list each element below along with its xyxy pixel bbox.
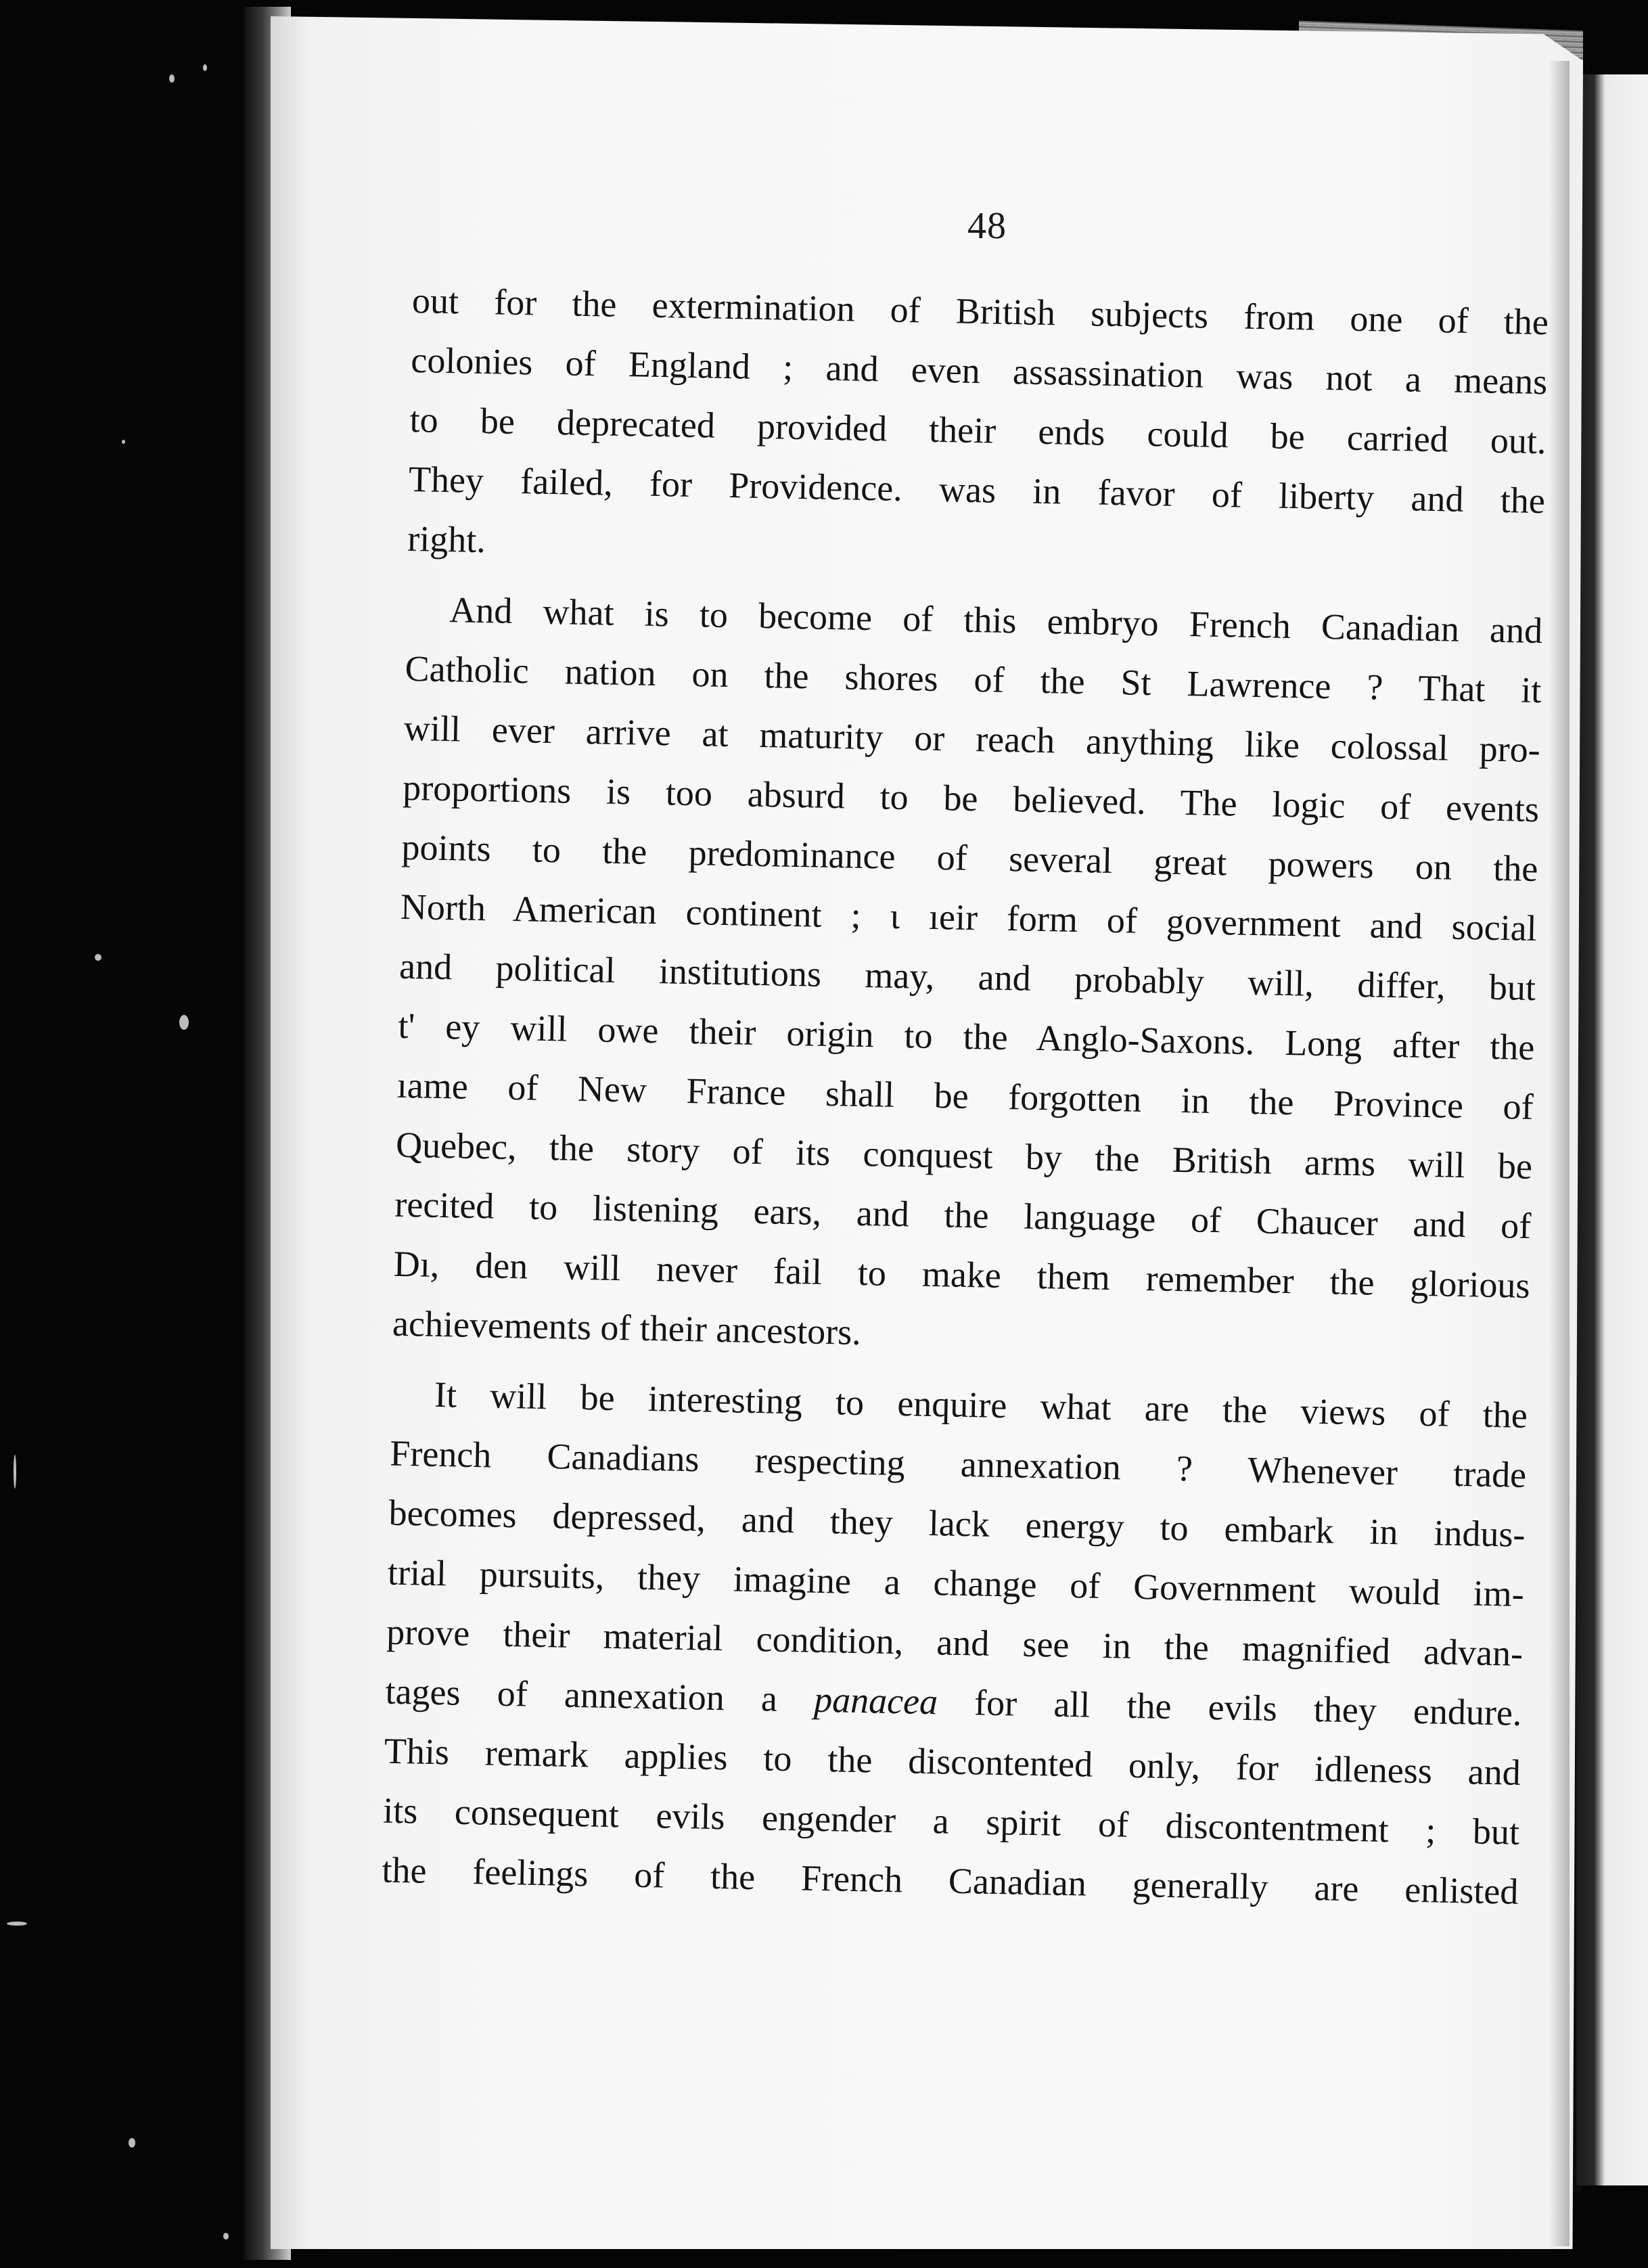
text-line: prove their material condition, and see in the magnified advan- — [386, 1611, 1524, 1674]
body-text — [382, 271, 1549, 1922]
scan-speck — [179, 1015, 189, 1030]
paragraph — [407, 271, 1549, 590]
scan-speck — [14, 1455, 16, 1489]
italic-word: panacea — [813, 1679, 938, 1723]
scan-speck — [7, 1922, 27, 1926]
scan-speck — [223, 2233, 229, 2240]
scan-speck — [122, 440, 125, 444]
text-line: t' ey will owe their origin to the Anglo-Saxons. Long after the — [397, 1005, 1535, 1068]
text-line: This remark applies to the discontented only, for idleness and — [384, 1730, 1521, 1793]
scan-speck — [203, 64, 207, 71]
text-line: And what is to become of this embryo French Canadian and — [449, 589, 1543, 652]
page-number: 48 — [967, 205, 1007, 247]
text-line: It will be interesting to enquire what are the views of the — [434, 1374, 1528, 1436]
text-line: North American continent ; ι ıeir form of government and social — [400, 886, 1538, 949]
text-line: points to the predominance of several great powers on the — [401, 826, 1538, 890]
scan-speck — [169, 74, 175, 83]
text-line: will ever arrive at maturity or reach anything like colossal pro- — [403, 707, 1541, 771]
text-line: out for the extermination of British subjects from one of the — [411, 279, 1549, 343]
text-line: French Canadians respecting annexation ? Whenever trade — [389, 1432, 1527, 1495]
text-line: trial pursuits, they imagine a change of Government would im- — [387, 1551, 1525, 1614]
text-line: Catholic nation on the shores of the St Lawrence ? That it — [405, 648, 1542, 711]
text-line: to be deprecated provided their ends could be carried out. — [409, 399, 1547, 462]
page-shadow — [1549, 61, 1570, 2246]
text-line: ıame of New France shall be forgotten in the Province of — [396, 1064, 1534, 1128]
text-line: recited to listening ears, and the language of Chaucer and of — [394, 1183, 1532, 1246]
text-segment: tages of annexation a — [385, 1671, 778, 1719]
paragraph — [382, 1364, 1528, 1922]
text-line: Dı, den will never fail to make them remember the glorious — [393, 1243, 1531, 1306]
next-page-edge — [1576, 74, 1648, 2185]
text-line: becomes depressed, and they lack energy to embark in indus- — [388, 1492, 1526, 1555]
text-line: its consequent evils engender a spirit of discontentment ; but — [382, 1790, 1520, 1853]
text-line: right. — [407, 518, 486, 561]
text-line: and political institutions may, and probably will, differ, but — [398, 945, 1536, 1009]
text-line: proportions is too absurd to be believed. The logic of events — [402, 767, 1540, 830]
text-line: colonies of England ; and even assassination was not a means — [410, 339, 1548, 403]
scan-speck — [129, 2138, 135, 2148]
text-line: the feelings of the French Canadian generally are enlisted — [382, 1849, 1519, 1912]
text-line: They failed, for Providence. was in favor of liberty and the — [408, 458, 1546, 522]
text-segment: for all the evils they endure. — [974, 1682, 1522, 1733]
text-line: achievements of their ancestors. — [392, 1302, 862, 1353]
paragraph — [392, 579, 1543, 1375]
text-line: Quebec, the story of its conquest by the British arms will be — [395, 1124, 1533, 1187]
scan-speck — [95, 954, 101, 961]
